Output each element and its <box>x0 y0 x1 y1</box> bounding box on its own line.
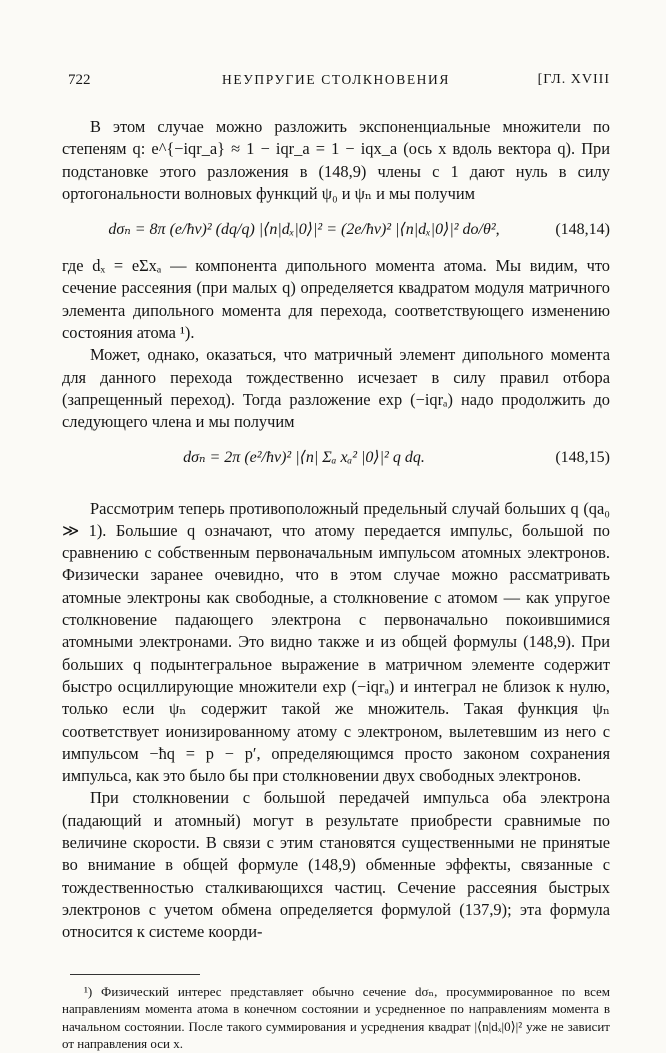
paragraph-5: При столкновении с большой передачей импульса оба электрона (падающий и атомный) могут в результате приобрести сравнимые по величине скорости. В связи с этим становятся существенными не принятые во внимание в общей формуле (148,9) обменные эффекты, связанные с тождественностью сталкивающихся частиц. Сечение рассеяния быстрых электронов с учетом обмена определяется формулой (137,9); эта формула относится к системе коорди- <box>62 788 610 942</box>
running-title: НЕУПРУГИЕ СТОЛКНОВЕНИЯ <box>222 72 450 87</box>
chapter-label: [ГЛ. XVIII <box>537 72 610 87</box>
footnote-rule <box>70 974 200 975</box>
page-number: 722 <box>68 72 91 88</box>
body-text <box>62 116 610 1053</box>
paragraph-2: где dₓ = eΣxₐ — компонента дипольного момента атома. Мы видим, что сечение рассеяния (при малых q) определяется квадратом модуля матричного элемента дипольного момента для перехода, соответствующего изменению состояния атома ¹). <box>62 256 610 343</box>
equation-148-14-number: (148,14) <box>555 221 610 239</box>
paragraph-3: Может, однако, оказаться, что матричный элемент дипольного момента для данного перехода тождественно исчезает в силу правил отбора (запрещенный переход). Тогда разложение exp (−iqrₐ) надо продолжить до следующего члена и мы получим <box>62 345 610 432</box>
page <box>62 72 610 1053</box>
running-header <box>62 72 610 96</box>
footnote: ¹) Физический интерес представляет обычно сечение dσₙ, просуммированное по всем направлениям момента атома в конечном состоянии и усредненное по направлениям момента в начальном состоянии. После такого суммирования и усреднения квадрат |⟨n|dₓ|0⟩|² уже не зависит от направления оси x. <box>62 983 610 1051</box>
equation-148-15-expr: dσₙ = 2π (e²/ħv)² |⟨n| Σₐ xₐ² |0⟩|² q dq. <box>183 449 425 467</box>
equation-148-14-expr: dσₙ = 8π (e/ħv)² (dq/q) |⟨n|dₓ|0⟩|² = (2e/ħv)² |⟨n|dₓ|0⟩|² do/θ², <box>108 221 500 239</box>
paragraph-4: Рассмотрим теперь противоположный предельный случай больших q (qa₀ ≫ 1). Большие q означают, что атому передается импульс, большой по сравнению с собственным первоначальным импульсом атомных электронов. Физически заранее очевидно, что в этом случае можно рассматривать атомные электроны как свободные, а столкновение с атомом — как упругое столкновение падающего электрона с первоначально покоившимися атомными электронами. Это видно также и из общей формулы (148,9). При больших q подынтегральное выражение в матричном элементе содержит быстро осциллирующие множители exp (−iqrₐ) и интеграл не близок к нулю, только если ψₙ содержит такой же множитель. Такая функция ψₙ соответствует ионизированному атому с электроном, вылетевшим из него с импульсом −ħq = p − p′, определяющимся просто законом сохранения импульса, как это было бы при столкновении двух свободных электронов. <box>62 498 610 786</box>
paragraph-1: В этом случае можно разложить экспоненциальные множители по степеням q: e^{−iqr_a} ≈ 1 − iqr_a = 1 − iqx_a (ось x вдоль вектора q). При подстановке этого разложения в (148,9) члены с 1 дают нуль в силу ортогональности волновых функций ψ₀ и ψₙ и мы получим <box>62 117 610 203</box>
equation-148-15-number: (148,15) <box>555 449 610 467</box>
equation-148-15 <box>62 439 610 479</box>
equation-148-14 <box>62 210 610 250</box>
